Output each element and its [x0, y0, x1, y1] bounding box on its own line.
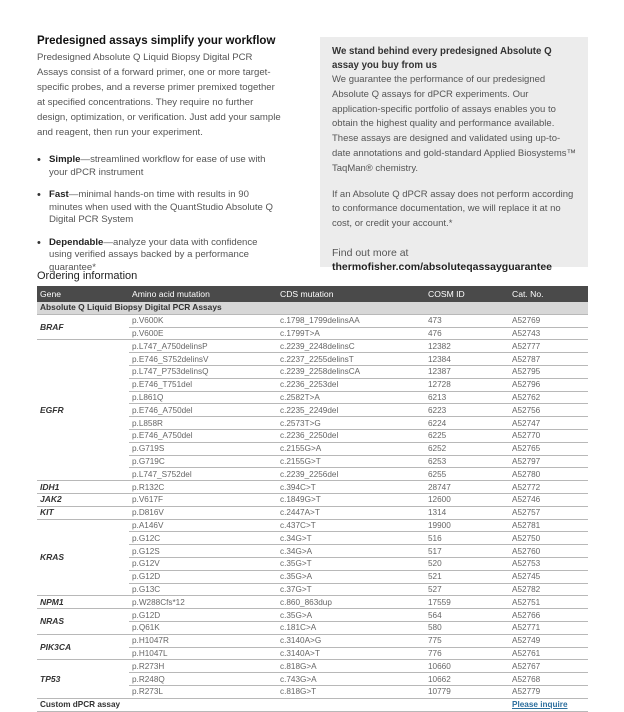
amino-acid-cell: p.G719S: [129, 442, 277, 455]
cat-no-cell: A52787: [509, 353, 588, 366]
amino-acid-cell: p.E746_A750del: [129, 404, 277, 417]
amino-acid-cell: p.L747_S752del: [129, 468, 277, 481]
cds-cell: c.2239_2248delinsC: [277, 340, 425, 353]
guarantee-paragraph: We guarantee the performance of our predesigned Absolute Q assays for dPCR experiments. Our application-specific portfolio of assays enables you to obtain the highest quality and performance available. These assays are designed and validated using up-to-date annotations and gold-standard Applied Biosystems™ TaqMan® chemistry.: [332, 74, 576, 174]
cds-cell: c.860_863dup: [277, 596, 425, 609]
cosm-id-cell: 521: [425, 570, 509, 583]
gene-cell: IDH1: [37, 481, 129, 494]
cosm-id-cell: 775: [425, 634, 509, 647]
cat-no-cell: A52771: [509, 621, 588, 634]
amino-acid-cell: p.H1047R: [129, 634, 277, 647]
cosm-id-cell: 10779: [425, 685, 509, 698]
header-cat-no: Cat. No.: [509, 286, 588, 302]
amino-acid-cell: p.G12C: [129, 532, 277, 545]
table-row: [37, 481, 588, 494]
intro-column: [37, 35, 282, 284]
cds-cell: c.818G>A: [277, 660, 425, 673]
amino-acid-cell: p.G12D: [129, 570, 277, 583]
cosm-id-cell: 28747: [425, 481, 509, 494]
cosm-id-cell: 517: [425, 545, 509, 558]
cat-no-cell: A52768: [509, 673, 588, 686]
cat-no-cell: A52753: [509, 557, 588, 570]
cds-cell: c.2236_2250del: [277, 429, 425, 442]
section-heading: Predesigned assays simplify your workflow: [37, 35, 276, 47]
amino-acid-cell: p.D816V: [129, 506, 277, 519]
cosm-id-cell: 6255: [425, 468, 509, 481]
gene-cell: NPM1: [37, 596, 129, 609]
gene-cell: KRAS: [37, 519, 129, 596]
amino-acid-cell: p.R273H: [129, 660, 277, 673]
cat-no-cell: A52757: [509, 506, 588, 519]
amino-acid-cell: p.G13C: [129, 583, 277, 596]
table-row: [37, 596, 588, 609]
cosm-id-cell: 516: [425, 532, 509, 545]
custom-assay-label: Custom dPCR assay: [37, 698, 509, 711]
gene-cell: BRAF: [37, 314, 129, 340]
guarantee-box: [320, 37, 588, 273]
cds-cell: c.2582T>A: [277, 391, 425, 404]
cat-no-cell: A52760: [509, 545, 588, 558]
header-gene: Gene: [37, 286, 129, 302]
cds-cell: c.2235_2249del: [277, 404, 425, 417]
amino-acid-cell: p.G12S: [129, 545, 277, 558]
amino-acid-cell: p.E746_S752delinsV: [129, 353, 277, 366]
ordering-title: Ordering information: [37, 270, 138, 282]
cat-no-cell: A52765: [509, 442, 588, 455]
cat-no-cell: A52797: [509, 455, 588, 468]
cosm-id-cell: 12600: [425, 493, 509, 506]
gene-cell: JAK2: [37, 493, 129, 506]
group-label: Absolute Q Liquid Biopsy Digital PCR Assays: [37, 302, 588, 314]
cosm-id-cell: 6252: [425, 442, 509, 455]
cat-no-cell: A52772: [509, 481, 588, 494]
cat-no-cell: A52766: [509, 609, 588, 622]
gene-cell: NRAS: [37, 609, 129, 635]
cds-cell: c.35G>A: [277, 570, 425, 583]
cat-no-cell: A52762: [509, 391, 588, 404]
guarantee-url[interactable]: thermofisher.com/absoluteqassayguarantee: [332, 260, 552, 273]
cds-cell: c.3140A>T: [277, 647, 425, 660]
cds-cell: c.2573T>G: [277, 417, 425, 430]
cosm-id-cell: 6213: [425, 391, 509, 404]
cosm-id-cell: 520: [425, 557, 509, 570]
amino-acid-cell: p.G12D: [129, 609, 277, 622]
cosm-id-cell: 473: [425, 314, 509, 327]
cosm-id-cell: 17559: [425, 596, 509, 609]
cds-cell: c.437C>T: [277, 519, 425, 532]
header-amino-acid: Amino acid mutation: [129, 286, 277, 302]
cds-cell: c.2239_2256del: [277, 468, 425, 481]
amino-acid-cell: p.L747_P753delinsQ: [129, 365, 277, 378]
cosm-id-cell: 1314: [425, 506, 509, 519]
cat-no-cell: A52795: [509, 365, 588, 378]
cds-cell: c.2155G>T: [277, 455, 425, 468]
table-header-row: [37, 286, 588, 302]
header-cds: CDS mutation: [277, 286, 425, 302]
amino-acid-cell: p.R132C: [129, 481, 277, 494]
table-row: [37, 506, 588, 519]
cat-no-cell: A52767: [509, 660, 588, 673]
cds-cell: c.3140A>G: [277, 634, 425, 647]
amino-acid-cell: p.G12V: [129, 557, 277, 570]
cds-cell: c.2237_2255delinsT: [277, 353, 425, 366]
cosm-id-cell: 776: [425, 647, 509, 660]
cosm-id-cell: 12728: [425, 378, 509, 391]
cds-cell: c.1849G>T: [277, 493, 425, 506]
cosm-id-cell: 580: [425, 621, 509, 634]
cat-no-cell: A52796: [509, 378, 588, 391]
table-row: [37, 493, 588, 506]
cds-cell: c.1798_1799delinsAA: [277, 314, 425, 327]
cat-no-cell: A52761: [509, 647, 588, 660]
cosm-id-cell: 564: [425, 609, 509, 622]
cds-cell: c.35G>A: [277, 609, 425, 622]
amino-acid-cell: p.A146V: [129, 519, 277, 532]
cosm-id-cell: 6253: [425, 455, 509, 468]
feature-item-dependable: • Dependable—analyze your data with confidence using verified assays backed by a performance guarantee*: [37, 237, 282, 275]
cat-no-cell: A52749: [509, 634, 588, 647]
amino-acid-cell: p.H1047L: [129, 647, 277, 660]
cat-no-cell: A52780: [509, 468, 588, 481]
gene-cell: EGFR: [37, 340, 129, 481]
amino-acid-cell: p.L858R: [129, 417, 277, 430]
cat-no-cell: A52743: [509, 327, 588, 340]
cosm-id-cell: 10660: [425, 660, 509, 673]
cds-cell: c.2239_2258delinsCA: [277, 365, 425, 378]
amino-acid-cell: p.W288Cfs*12: [129, 596, 277, 609]
please-inquire-link[interactable]: Please inquire: [512, 700, 568, 710]
amino-acid-cell: p.Q61K: [129, 621, 277, 634]
cat-no-cell: A52746: [509, 493, 588, 506]
replacement-paragraph: If an Absolute Q dPCR assay does not perform according to conformance documentation, we will replace it at no cost, or credit your account.*: [332, 188, 574, 230]
cds-cell: c.743G>A: [277, 673, 425, 686]
header-cosm-id: COSM ID: [425, 286, 509, 302]
cat-no-cell: A52781: [509, 519, 588, 532]
amino-acid-cell: p.R248Q: [129, 673, 277, 686]
intro-paragraph: Predesigned Absolute Q Liquid Biopsy Digital PCR Assays consist of a forward primer, one or more target-specific probes, and a reverse primer premixed together at specified concentrations. They require no further design, optimization, or verification. Just add your sample and reagent, then run your experiment.: [37, 52, 281, 138]
table-row: [37, 634, 588, 647]
find-more-label: Find out more at: [332, 246, 409, 259]
cat-no-cell: A52756: [509, 404, 588, 417]
cosm-id-cell: 476: [425, 327, 509, 340]
cds-cell: c.35G>T: [277, 557, 425, 570]
cat-no-cell: A52747: [509, 417, 588, 430]
cds-cell: c.394C>T: [277, 481, 425, 494]
guarantee-heading: We stand behind every predesigned Absolute Q assay you buy from us: [332, 46, 552, 71]
cat-no-cell: A52745: [509, 570, 588, 583]
feature-list: [37, 154, 282, 274]
cds-cell: c.34G>T: [277, 532, 425, 545]
cat-no-cell: A52782: [509, 583, 588, 596]
gene-cell: KIT: [37, 506, 129, 519]
cds-cell: c.1799T>A: [277, 327, 425, 340]
cds-cell: c.34G>A: [277, 545, 425, 558]
cosm-id-cell: 19900: [425, 519, 509, 532]
table-row: [37, 519, 588, 532]
cat-no-cell: A52777: [509, 340, 588, 353]
cat-no-cell: A52770: [509, 429, 588, 442]
cds-cell: c.2447A>T: [277, 506, 425, 519]
cat-no-cell: A52769: [509, 314, 588, 327]
cosm-id-cell: 12384: [425, 353, 509, 366]
cds-cell: c.2155G>A: [277, 442, 425, 455]
table-row: [37, 609, 588, 622]
feature-item-simple: • Simple—streamlined workflow for ease of use with your dPCR instrument: [37, 154, 282, 179]
cosm-id-cell: 12387: [425, 365, 509, 378]
cosm-id-cell: 527: [425, 583, 509, 596]
amino-acid-cell: p.G719C: [129, 455, 277, 468]
cds-cell: c.37G>T: [277, 583, 425, 596]
cosm-id-cell: 10662: [425, 673, 509, 686]
custom-assay-row: [37, 698, 588, 711]
amino-acid-cell: p.L861Q: [129, 391, 277, 404]
table-row: [37, 314, 588, 327]
group-row: [37, 302, 588, 314]
cds-cell: c.818G>T: [277, 685, 425, 698]
cosm-id-cell: 6224: [425, 417, 509, 430]
amino-acid-cell: p.E746_A750del: [129, 429, 277, 442]
cat-no-cell: A52751: [509, 596, 588, 609]
cosm-id-cell: 12382: [425, 340, 509, 353]
gene-cell: PIK3CA: [37, 634, 129, 660]
cosm-id-cell: 6225: [425, 429, 509, 442]
amino-acid-cell: p.E746_T751del: [129, 378, 277, 391]
feature-item-fast: • Fast—minimal hands-on time with results in 90 minutes when used with the QuantStudio Absolute Q Digital PCR System: [37, 189, 282, 227]
amino-acid-cell: p.R273L: [129, 685, 277, 698]
table-row: [37, 660, 588, 673]
amino-acid-cell: p.V617F: [129, 493, 277, 506]
amino-acid-cell: p.V600K: [129, 314, 277, 327]
amino-acid-cell: p.V600E: [129, 327, 277, 340]
amino-acid-cell: p.L747_A750delinsP: [129, 340, 277, 353]
cat-no-cell: A52779: [509, 685, 588, 698]
cds-cell: c.181C>A: [277, 621, 425, 634]
gene-cell: TP53: [37, 660, 129, 698]
cosm-id-cell: 6223: [425, 404, 509, 417]
cds-cell: c.2236_2253del: [277, 378, 425, 391]
cat-no-cell: A52750: [509, 532, 588, 545]
table-row: [37, 340, 588, 353]
ordering-table: [37, 286, 588, 712]
